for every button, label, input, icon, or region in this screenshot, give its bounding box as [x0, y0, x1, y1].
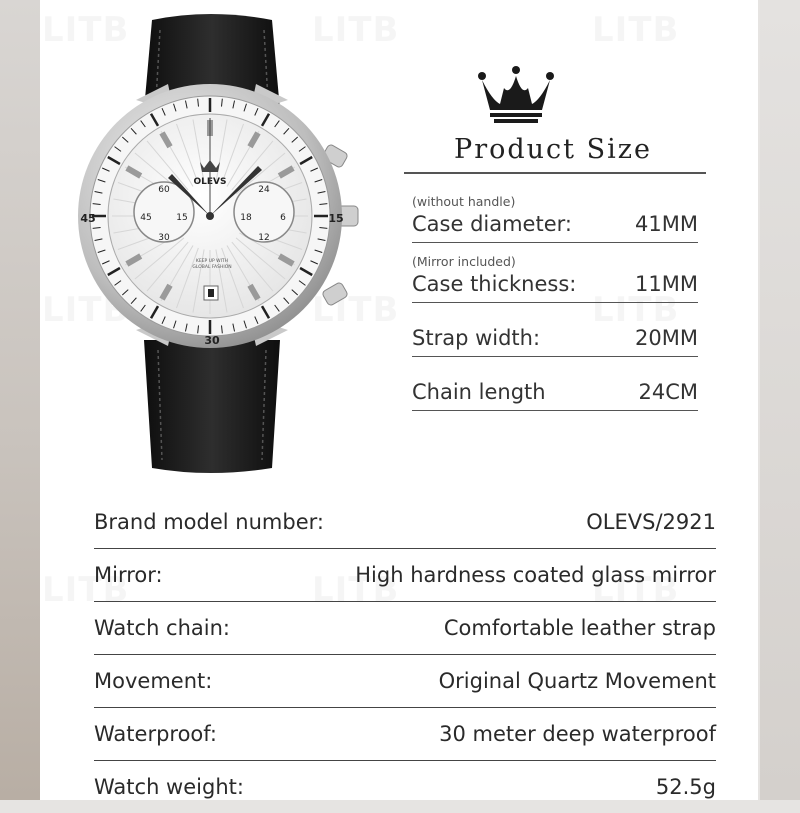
detail-label: Mirror: [94, 563, 163, 587]
svg-text:15: 15 [176, 213, 188, 223]
spec-label: Chain length [412, 380, 546, 404]
detail-value: 30 meter deep waterproof [439, 722, 716, 746]
detail-label: Watch weight: [94, 775, 244, 799]
svg-text:24: 24 [258, 185, 270, 195]
spec-value: 11MM [635, 272, 698, 296]
spec-label: Case thickness: [412, 272, 577, 296]
detail-value: OLEVS/2921 [586, 510, 716, 534]
spec-chain-length [412, 380, 698, 411]
spec-strap-width [412, 326, 698, 357]
dial-slogan: KEEP UP WITH [195, 259, 229, 264]
detail-value: 52.5g [655, 775, 716, 799]
spec-case-diameter [412, 194, 698, 243]
svg-text:12: 12 [258, 233, 270, 243]
detail-row [94, 549, 716, 602]
bezel-number: 15 [328, 212, 344, 225]
detail-row [94, 655, 716, 708]
svg-text:30: 30 [158, 233, 170, 243]
detail-row [94, 761, 716, 813]
detail-row [94, 602, 716, 655]
details-table [94, 496, 716, 813]
product-size-title: Product Size [454, 134, 652, 165]
dial-brand: OLEVS [193, 177, 227, 187]
strap-bottom [144, 340, 280, 473]
bezel-number: 45 [80, 212, 96, 225]
svg-text:6: 6 [280, 213, 286, 223]
bezel-number: 30 [204, 334, 220, 347]
crown-logo-icon [476, 66, 556, 126]
detail-row [94, 708, 716, 761]
divider [404, 172, 706, 174]
detail-value: Original Quartz Movement [438, 669, 716, 693]
spec-value: 24CM [638, 380, 698, 404]
svg-text:60: 60 [158, 185, 170, 195]
detail-value: Comfortable leather strap [443, 616, 716, 640]
watch-image [40, 0, 380, 480]
detail-row [94, 496, 716, 549]
spec-label: Case diameter: [412, 212, 572, 236]
spec-case-thickness [412, 254, 698, 303]
dial-slogan: GLOBAL FASHION [192, 265, 232, 270]
svg-text:18: 18 [240, 213, 252, 223]
detail-value: High hardness coated glass mirror [355, 563, 716, 587]
detail-label: Movement: [94, 669, 213, 693]
spec-note: (without handle) [412, 194, 516, 209]
svg-text:45: 45 [140, 213, 152, 223]
detail-label: Brand model number: [94, 510, 324, 534]
background-right [760, 0, 800, 800]
detail-label: Watch chain: [94, 616, 230, 640]
spec-value: 41MM [635, 212, 698, 236]
spec-label: Strap width: [412, 326, 541, 350]
watermark [592, 10, 679, 50]
spec-value: 20MM [635, 326, 698, 350]
background-left [0, 0, 40, 800]
spec-note: (Mirror included) [412, 254, 516, 269]
detail-label: Waterproof: [94, 722, 217, 746]
